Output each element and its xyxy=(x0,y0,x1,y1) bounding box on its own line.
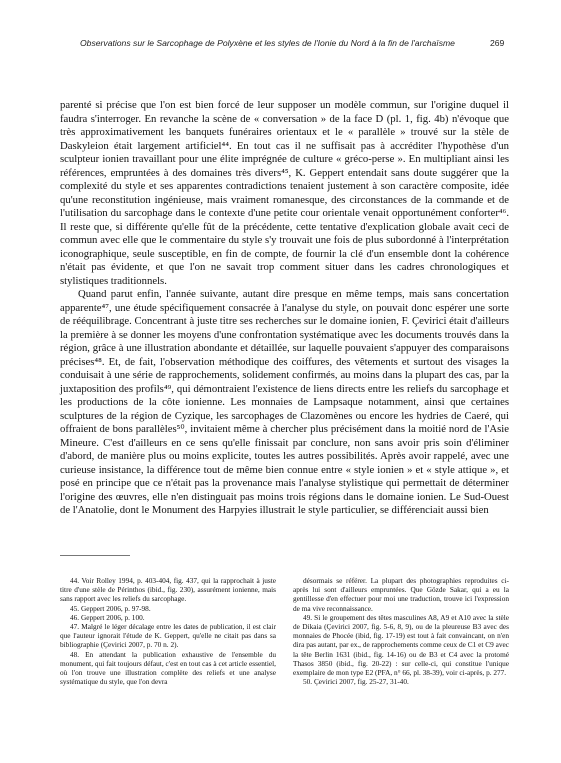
footnote: 49. Si le groupement des têtes masculines A8, A9 et A10 avec la stèle de Dikaia (Çevirici 2007, fig. 5-6, 8, 9), ou de la pleureuse B3 avec des monnaies de Phocée (ibid, fig. 17-19) est tout à fait convaincant, on n'en dira pas autant, par ex., de rapprochements comme ceux de C1 et C9 avec la tête Berlin 1631 (ibid., fig. 14-16) ou de B3 et C4 avec la protomé Thasos 3850 (ibid., fig. 20-22) : sur celle-ci, qui constitue l'unique exemplaire de mon type E2 (PFA, n° 66, pl. 38-39), voir ci-après, p. 277. xyxy=(293,612,509,678)
footnote: 47. Malgré le léger décalage entre les dates de publication, il est clair que l'auteur ignorait l'étude de K. Geppert, qu'elle ne citait pas dans sa bibliographie (Çevirici 2007, p. 70 n. 2). xyxy=(60,622,276,650)
footnote: 50. Çevirici 2007, fig. 25-27, 31-40. xyxy=(303,677,409,687)
footnote-separator xyxy=(60,555,130,556)
body-paragraph: Quand parut enfin, l'année suivante, autant dire presque en même temps, mais sans concertation apparente⁴⁷, une étude spécifiquement consacrée à l'analyse du style, on pouvait donc espérer une sorte de rééquilibrage. Concentrant à juste titre ses recherches sur le domaine ionien, F. Çevirici était d'ailleurs la première à se donner les moyens d'une confrontation systématique avec les documents trouvés dans la région, grâce à une illustration abondante et détaillée, sur laquelle pouvaient s'appuyer des comparaisons précises⁴⁸. Et, de fait, l'observation méthodique des coiffures, des vêtements et surtout des visages la conduisait à une série de rapprochements, solidement confirmés, au moins dans la plupart des cas, par la juxtaposition des profils⁴⁹, qui démontraient l'existence de liens directs entre les reliefs du sarcophage et les productions de la côte ionienne. Les monnaies de Lampsaque notamment, ainsi que certaines sculptures de la région de Cyzique, les sarcophages de Clazomènes ou encore les hydries de Caeré, qui offraient de bons parallèles⁵⁰, invitaient même à chercher plus précisément dans la moitié nord de l'Asie Mineure. C'est d'ailleurs en ce sens qu'elle finissait par conclure, non sans avoir pris soin d'éliminer d'abord, de manière plus ou moins explicite, toutes les autres possibilités. Après avoir rappelé, avec une curieuse insistance, la différence tout de même bien connue entre « style ionien » et « style attique », et posé en principe que ce n'était pas la provenance mais l'analyse stylistique qui permettait de déterminer l'origine des œuvres, elle n'en distinguait pas moins trois régions dans le domaine ionien. Le Sud-Ouest de l'Anatolie, dont le Monument des Harpyies illustrait le style particulier, se différenciait aussi bien xyxy=(60,288,509,516)
footnote-continuation: désormais se référer. La plupart des photographies reproduites ci-après lui sont d'ailleurs empruntées. Que Gözde Sakar, qui a eu la gentillesse d'en effectuer pour moi une traduction, trouve ici l'expression de ma vive reconnaissance. xyxy=(293,576,509,613)
footnotes xyxy=(60,576,509,686)
main-text xyxy=(60,99,509,518)
footnotes-left-column xyxy=(60,576,276,686)
footnote: 46. Geppert 2006, p. 100. xyxy=(70,612,145,622)
footnote: 45. Geppert 2006, p. 97-98. xyxy=(70,603,151,613)
footnote: 48. En attendant la publication exhaustive de l'ensemble du monument, qui fait toujours défaut, c'est en tout cas à cet article essentiel, où l'on trouve une illustration complète des reliefs et une analyse systématique du style, que l'on devra xyxy=(60,649,276,687)
body-paragraph: parenté si précise que l'on est bien forcé de leur supposer un modèle commun, sur l'origine duquel il faudra s'interroger. En revanche la scène de « conversation » de la face D (pl. 1, fig. 4b) n'évoque que très approximativement les banquets funéraires orientaux et le « parallèle » trouvé sur la stèle de Daskyleion était largement artificiel⁴⁴. En tout cas il ne suffisait pas à accréditer l'hypothèse d'un sculpteur ionien travaillant pour une élite imprégnée de culture « gréco-perse ». En multipliant ainsi les références, empruntées à des domaines très divers⁴⁵, K. Geppert entendait sans doute suggérer que la complexité du style et ses apparentes contradictions tenaient justement à son caractère composite, idée qu'une reconstitution ingénieuse, mais vraiment romanesque, des circonstances de la commande et de l'utilisation du sarcophage dans le contexte d'une petite cour orientale venait opportunément conforter⁴⁶. Il reste que, si différente qu'elle fût de la précédente, cette tentative d'explication globale avait ceci de commun avec elle que le commentaire du style s'y trouvait une fois de plus subordonné à l'interprétation iconographique, seule susceptible, en fin de compte, de fournir la clé d'un ensemble dont la cohérence n'était pas évidente, et que l'on ne savait trop comment situer dans les cadres chronologiques et stylistiques traditionnels. xyxy=(60,99,509,287)
footnotes-right-column xyxy=(293,576,509,686)
running-title: Observations sur le Sarcophage de Polyxène et les styles de l'Ionie du Nord à la fin de l'archaïsme xyxy=(80,38,455,48)
page-number: 269 xyxy=(490,38,505,48)
footnote: 44. Voir Rolley 1994, p. 403-404, fig. 437, qui la rapprochait à juste titre d'une stèle de Périnthos (ibid., fig. 230), assurément ionienne, mais sans rapport avec les reliefs du sarcophage. xyxy=(60,576,276,604)
